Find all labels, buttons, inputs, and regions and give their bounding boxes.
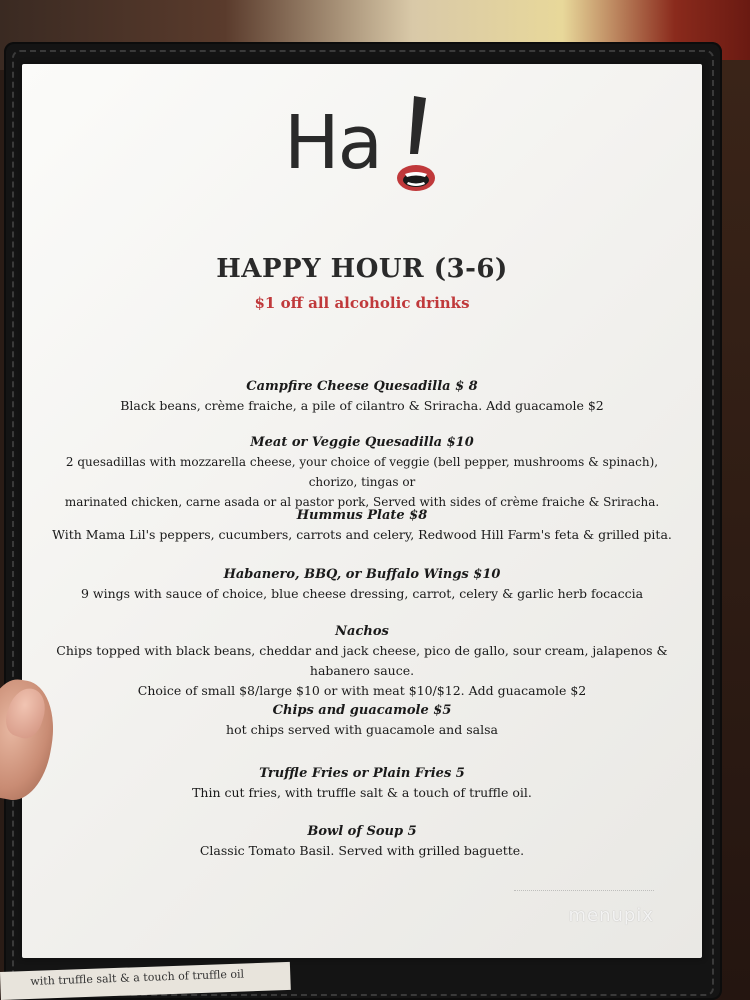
menu-item-description: Chips topped with black beans, cheddar and jack cheese, pico de gallo, sour cream, jalapenos & habanero sauce. <box>56 643 668 678</box>
menu-item <box>42 623 682 701</box>
menu-item-name: Bowl of Soup 5 <box>307 824 417 839</box>
menu-content <box>22 64 702 958</box>
menu-item-name: Hummus Plate $8 <box>296 508 428 523</box>
page-title: HAPPY HOUR (3-6) <box>216 254 508 284</box>
menu-item-name: Habanero, BBQ, or Buffalo Wings $10 <box>223 567 501 582</box>
menu-item-name: Chips and guacamole $5 <box>272 703 452 718</box>
menu-item-description: Thin cut fries, with truffle salt & a touch of truffle oil. <box>192 785 532 800</box>
menu-item-description: marinated chicken, carne asada or al pastor pork, Served with sides of crème fraiche & Sriracha. <box>64 495 660 509</box>
restaurant-logo <box>284 92 464 202</box>
menu-item-name: Nachos <box>335 624 389 639</box>
menu-item-description: With Mama Lil's peppers, cucumbers, carrots and celery, Redwood Hill Farm's feta & grilled pita. <box>52 527 672 542</box>
page-subtitle: $1 off all alcoholic drinks <box>254 294 470 312</box>
menu-item <box>42 507 682 545</box>
menu-item-description: Black beans, crème fraiche, a pile of cilantro & Sriracha. Add guacamole $2 <box>120 398 604 413</box>
watermark: menupix <box>568 905 654 926</box>
menu-item <box>42 702 682 740</box>
menu-item <box>42 378 682 416</box>
menu-item-description: Classic Tomato Basil. Served with grilled baguette. <box>199 843 525 858</box>
menu-item <box>42 566 682 604</box>
menu-item <box>42 823 682 861</box>
logo-mouth-exclamation-icon <box>396 92 436 202</box>
menu-item-description: hot chips served with guacamole and salsa <box>226 722 498 737</box>
menu-item-name: Truffle Fries or Plain Fries 5 <box>259 766 465 781</box>
menu-item <box>42 765 682 803</box>
menu-item-name: Campfire Cheese Quesadilla $ 8 <box>246 379 478 394</box>
logo-text: Ha <box>284 100 381 186</box>
menu-item-description: 2 quesadillas with mozzarella cheese, your choice of veggie (bell pepper, mushrooms & spinach), chorizo, tingas or <box>65 455 659 489</box>
watermark-line <box>514 890 654 891</box>
underlying-page-text: with truffle salt & a touch of truffle oil <box>30 967 245 988</box>
menu-item-description: 9 wings with sauce of choice, blue cheese dressing, carrot, celery & garlic herb focaccia <box>80 586 644 601</box>
menu-item-name: Meat or Veggie Quesadilla $10 <box>250 435 474 450</box>
menu-page <box>22 64 702 958</box>
menu-item-description: Choice of small $8/large $10 or with meat $10/$12. Add guacamole $2 <box>137 683 587 698</box>
menu-item <box>42 434 682 512</box>
